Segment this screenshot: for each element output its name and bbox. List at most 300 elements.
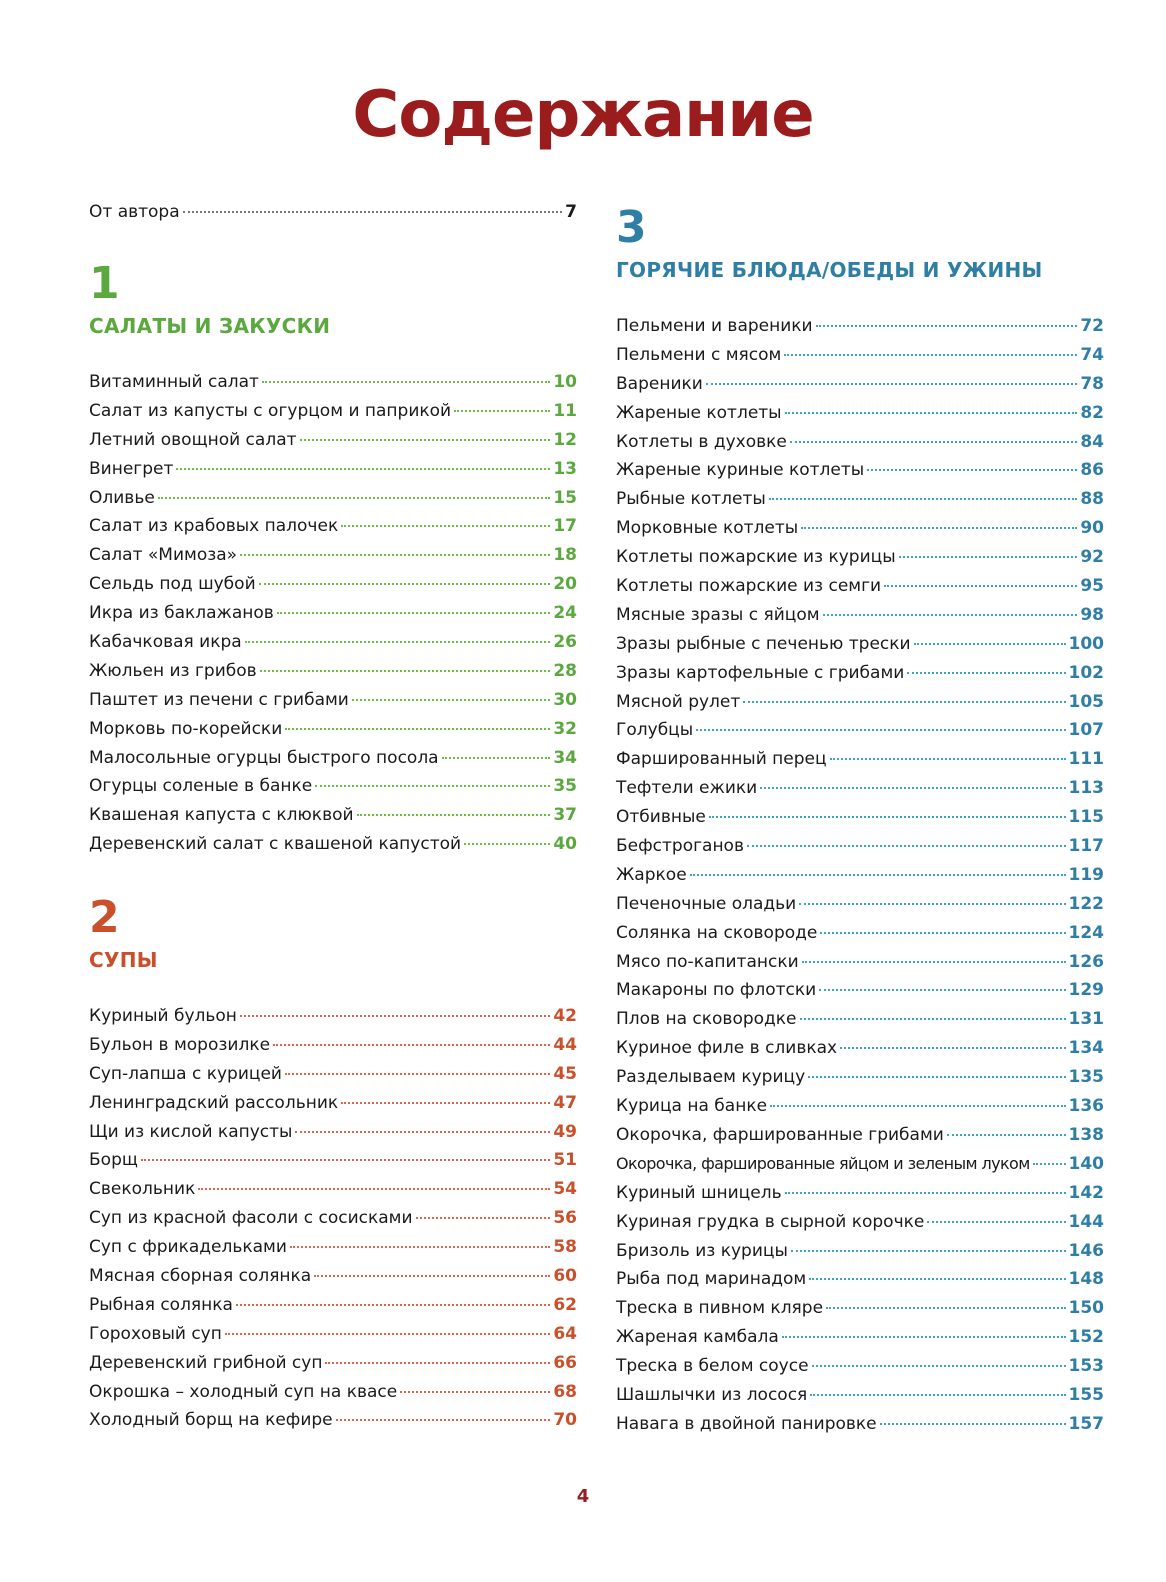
toc-entry-label: Салат из крабовых палочек [89,516,339,537]
toc-entry[interactable] [616,861,1104,890]
dot-leader [947,1133,1066,1136]
toc-entry-page: 144 [1068,1211,1104,1232]
toc-entry-label: Навага в двойной панировке [616,1413,877,1434]
toc-entry-label: Щи из кислой капусты [89,1121,293,1142]
toc-entry-label: Салат из капусты с огурцом и паприкой [89,400,452,421]
toc-entry[interactable] [89,1349,577,1378]
toc-entry-label: Деревенский салат с квашеной капустой [89,834,462,855]
toc-entry[interactable] [616,601,1104,630]
toc-entry-label: Рыбные котлеты [616,489,766,510]
toc-entry[interactable] [616,832,1104,861]
toc-entry-label: Мясная сборная солянка [89,1266,312,1287]
toc-entry-page: 78 [1080,373,1104,394]
section-number: 1 [89,258,120,309]
toc-entry[interactable] [616,514,1104,543]
dot-leader [341,524,550,527]
toc-entry-page: 155 [1068,1384,1104,1405]
toc-entry-label: Пельмени с мясом [616,344,782,365]
toc-entry[interactable] [616,1121,1104,1150]
toc-entry-page: 44 [553,1034,577,1055]
dot-leader [416,1216,551,1219]
toc-entry-page: 7 [565,202,577,222]
dot-leader [840,1046,1065,1049]
toc-entry[interactable] [89,1204,577,1233]
toc-entry-label: Курица на банке [616,1096,768,1117]
dot-leader [273,1043,550,1046]
toc-entry-page: 107 [1068,720,1104,741]
toc-entry-label: Малосольные огурцы быстрого посола [89,747,439,768]
dot-leader [352,698,550,701]
toc-entry-page: 92 [1080,547,1104,568]
dot-leader [809,1277,1065,1280]
toc-entry-label: Солянка на сковороде [616,922,818,943]
toc-entry-label: Летний овощной салат [89,429,297,450]
toc-entry-page: 134 [1068,1038,1104,1059]
toc-entry[interactable] [89,1002,577,1031]
toc-entry[interactable] [616,399,1104,428]
toc-entry-page: 70 [553,1410,577,1431]
toc-entry-label: Гороховый суп [89,1323,222,1344]
toc-entry-page: 122 [1068,893,1104,914]
toc-entry-label: Жюльен из грибов [89,660,257,681]
dot-leader [790,440,1077,443]
dot-leader [285,727,550,730]
toc-entry[interactable] [616,341,1104,370]
toc-entry[interactable] [616,1179,1104,1208]
dot-leader [336,1418,551,1421]
dot-leader [357,813,551,816]
toc-entry[interactable] [616,1323,1104,1352]
dot-leader [782,1335,1066,1338]
toc-entry[interactable] [89,1233,577,1262]
toc-entry-label: Суп из красной фасоли с сосисками [89,1208,413,1229]
toc-entry-label: Зразы рыбные с печенью трески [616,633,911,654]
toc-entry-page: 117 [1068,836,1104,857]
toc-entry[interactable] [89,1146,577,1175]
toc-entry[interactable] [616,1005,1104,1034]
dot-leader [907,671,1065,674]
toc-entry[interactable] [616,428,1104,457]
section-1 [89,258,577,859]
dot-leader [141,1158,550,1161]
toc-entry[interactable] [89,512,577,541]
toc-entry[interactable] [89,368,577,397]
section-number: 3 [616,202,647,253]
toc-entry-page: 90 [1080,518,1104,539]
toc-entry-label: Окорочка, фаршированные грибами [616,1124,944,1145]
toc-entry-intro[interactable] [89,198,577,227]
dot-leader [800,1017,1066,1020]
toc-entry-label: Пельмени и вареники [616,316,813,336]
toc-entry-label: Жареные котлеты [616,402,782,423]
toc-entry[interactable] [616,919,1104,948]
dot-leader [290,1245,550,1248]
dot-leader [464,842,550,845]
toc-entry-page: 129 [1068,980,1104,1001]
dot-leader [183,210,563,213]
toc-entry-page: 95 [1080,576,1104,597]
section-title: САЛАТЫ И ЗАКУСКИ [89,314,331,338]
dot-leader [400,1390,550,1393]
toc-entry-label: Тефтели ежики [616,778,758,799]
toc-entry-label: Котлеты пожарские из курицы [616,547,896,568]
toc-entry-page: 49 [553,1121,577,1142]
toc-entry[interactable] [89,715,577,744]
toc-entry-page: 47 [553,1092,577,1113]
toc-entry-page: 142 [1068,1182,1104,1203]
section-title: СУПЫ [89,948,158,972]
toc-entry-label: Оливье [89,487,155,508]
toc-entry-page: 17 [553,516,577,537]
dot-leader [791,1249,1066,1252]
toc-entry-label: Куриный бульон [89,1006,237,1026]
toc-entry[interactable] [89,1031,577,1060]
toc-entry-page: 126 [1068,951,1104,972]
dot-leader [747,844,1066,847]
toc-entry[interactable] [616,716,1104,745]
dot-leader [769,497,1078,500]
toc-entry[interactable] [616,1063,1104,1092]
toc-entry[interactable] [616,745,1104,774]
dot-leader [295,1130,550,1133]
section-1-list [89,368,577,859]
toc-entry[interactable] [616,688,1104,717]
dot-leader [325,1361,550,1364]
toc-entry[interactable] [89,744,577,773]
toc-entry-page: 26 [553,632,577,653]
toc-entry-page: 34 [553,747,577,768]
toc-entry-label: Треска в белом соусе [616,1356,809,1377]
toc-entry-label: Разделываем курицу [616,1067,806,1088]
toc-entry-label: Винегрет [89,458,174,479]
dot-leader [454,409,550,412]
toc-entry-page: 86 [1080,460,1104,481]
toc-entry-label: Жаркое [616,864,687,885]
toc-entry[interactable] [89,1118,577,1147]
toc-entry[interactable] [89,1060,577,1089]
toc-entry[interactable] [616,630,1104,659]
dot-leader [927,1220,1065,1223]
toc-entry[interactable] [616,1150,1104,1179]
toc-entry[interactable] [616,370,1104,399]
toc-entry-page: 66 [553,1352,577,1373]
toc-entry-label: Треска в пивном кляре [616,1298,824,1319]
toc-entry-page: 140 [1068,1153,1104,1174]
toc-entry-label: Отбивные [616,807,706,828]
dot-leader [285,1072,550,1075]
dot-leader [784,353,1077,356]
toc-entry[interactable] [89,1262,577,1291]
toc-entry[interactable] [89,1406,577,1435]
toc-entry-page: 64 [553,1323,577,1344]
dot-leader [262,380,550,383]
toc-entry-label: Куриная грудка в сырной корочке [616,1211,925,1232]
toc-entry-label: Куриный шницель [616,1182,782,1203]
toc-entry-label: Куриное филе в сливках [616,1038,838,1059]
toc-entry[interactable] [616,1381,1104,1410]
toc-entry-label: Деревенский грибной суп [89,1352,323,1373]
dot-leader [760,786,1065,789]
toc-entry-label: Котлеты пожарские из семги [616,576,882,597]
toc-entry-page: 72 [1080,316,1104,336]
toc-entry-label: Голубцы [616,720,694,741]
toc-entry-page: 42 [553,1006,577,1026]
toc-entry-page: 28 [553,660,577,681]
toc-entry-page: 146 [1068,1240,1104,1261]
dot-leader [176,467,550,470]
toc-entry-page: 100 [1068,633,1104,654]
toc-entry[interactable] [89,541,577,570]
dot-leader [260,669,551,672]
toc-entry-page: 62 [553,1294,577,1315]
toc-entry[interactable] [616,456,1104,485]
toc-entry-label: Жареные куриные котлеты [616,460,865,481]
toc-entry[interactable] [89,455,577,484]
dot-leader [880,1422,1066,1425]
toc-entry-label: Суп-лапша с курицей [89,1063,282,1084]
toc-entry-label: Бульон в морозилке [89,1034,271,1055]
toc-entry[interactable] [89,830,577,859]
toc-entry[interactable] [616,312,1104,341]
dot-leader [277,611,551,614]
dot-leader [802,960,1066,963]
toc-entry-label: Бризоль из курицы [616,1240,788,1261]
toc-entry-label: Вареники [616,373,703,394]
toc-entry-label: Холодный борщ на кефире [89,1410,333,1431]
toc-entry[interactable] [89,397,577,426]
toc-entry-page: 113 [1068,778,1104,799]
toc-entry-label: Печеночные оладьи [616,893,797,914]
toc-entry-label: Кабачковая икра [89,632,242,653]
dot-leader [240,553,550,556]
toc-entry[interactable] [89,657,577,686]
toc-entry-page: 153 [1068,1356,1104,1377]
toc-entry-page: 45 [553,1063,577,1084]
toc-entry[interactable] [616,803,1104,832]
toc-entry-page: 32 [553,718,577,739]
toc-entry-label: Шашлычки из лосося [616,1384,808,1405]
section-2 [89,892,577,1435]
toc-entry-page: 148 [1068,1269,1104,1290]
toc-entry-page: 138 [1068,1124,1104,1145]
toc-entry[interactable] [616,1294,1104,1323]
dot-leader [743,700,1065,703]
toc-entry[interactable] [616,1208,1104,1237]
section-3-list [616,312,1104,1439]
dot-leader [812,1364,1066,1367]
toc-entry[interactable] [89,484,577,513]
toc-entry-page: 35 [553,776,577,797]
toc-entry-page: 124 [1068,922,1104,943]
dot-leader [341,1101,550,1104]
dot-leader [300,438,551,441]
toc-entry[interactable] [616,976,1104,1005]
dot-leader [1033,1162,1066,1165]
toc-entry[interactable] [89,628,577,657]
toc-entry-page: 30 [553,689,577,710]
page-title: Содержание [352,78,814,152]
toc-entry[interactable] [89,570,577,599]
dot-leader [808,1075,1065,1078]
toc-entry-page: 131 [1068,1009,1104,1030]
toc-entry-label: Зразы картофельные с грибами [616,662,905,683]
dot-leader [819,988,1065,991]
toc-entry-page: 58 [553,1237,577,1258]
toc-entry[interactable] [616,543,1104,572]
section-2-list [89,1002,577,1435]
dot-leader [867,468,1077,471]
toc-entry[interactable] [616,1034,1104,1063]
dot-leader [770,1104,1065,1107]
toc-entry-page: 18 [553,545,577,566]
dot-leader [706,382,1078,385]
toc-left-column [89,198,577,227]
toc-entry-label: Рыбная солянка [89,1294,233,1315]
dot-leader [236,1303,550,1306]
section-number: 2 [89,892,120,943]
toc-entry-label: Квашеная капуста с клюквой [89,805,354,826]
toc-entry-label: Суп с фрикадельками [89,1237,287,1258]
toc-entry-page: 51 [553,1150,577,1171]
toc-entry[interactable] [616,1352,1104,1381]
toc-entry-label: Борщ [89,1150,138,1171]
toc-entry-page: 60 [553,1266,577,1287]
toc-entry-page: 152 [1068,1327,1104,1348]
section-3 [616,202,1104,1439]
toc-entry[interactable] [89,686,577,715]
toc-entry-page: 105 [1068,691,1104,712]
toc-entry-page: 11 [553,400,577,421]
toc-entry-page: 15 [553,487,577,508]
toc-entry-page: 40 [553,834,577,855]
toc-entry-label: Макароны по флотски [616,980,817,1001]
toc-entry-page: 24 [553,603,577,624]
toc-entry[interactable] [89,772,577,801]
dot-leader [816,324,1078,327]
toc-entry[interactable] [616,774,1104,803]
toc-entry[interactable] [616,485,1104,514]
toc-entry-page: 56 [553,1208,577,1229]
toc-entry-page: 12 [553,429,577,450]
dot-leader [830,757,1066,760]
toc-entry-page: 150 [1068,1298,1104,1319]
dot-leader [801,526,1077,529]
dot-leader [826,1306,1065,1309]
toc-entry-page: 10 [553,372,577,392]
dot-leader [158,496,551,499]
toc-entry-label: Бефстроганов [616,836,744,857]
toc-entry[interactable] [89,426,577,455]
dot-leader [899,555,1078,558]
toc-entry-label: Салат «Мимоза» [89,545,238,566]
toc-entry[interactable] [89,801,577,830]
toc-entry-label: Жареная камбала [616,1327,779,1348]
toc-entry[interactable] [616,890,1104,919]
dot-leader [442,756,551,759]
toc-entry-page: 37 [553,805,577,826]
toc-entry-page: 74 [1080,344,1104,365]
toc-entry[interactable] [616,1265,1104,1294]
dot-leader [799,902,1065,905]
toc-entry-label: Икра из баклажанов [89,603,274,624]
toc-entry[interactable] [89,599,577,628]
toc-entry-label: Витаминный салат [89,372,259,392]
toc-entry-label: Фаршированный перец [616,749,827,770]
dot-leader [225,1332,550,1335]
toc-entry[interactable] [616,659,1104,688]
toc-entry[interactable] [616,1237,1104,1266]
toc-entry[interactable] [89,1291,577,1320]
toc-entry-label: Мясо по-капитански [616,951,799,972]
toc-entry-label: Котлеты в духовке [616,431,787,452]
toc-entry[interactable] [89,1175,577,1204]
toc-entry-page: 157 [1068,1413,1104,1434]
dot-leader [785,1191,1066,1194]
page-number: 4 [576,1486,590,1507]
dot-leader [810,1393,1065,1396]
toc-entry-label: Морковные котлеты [616,518,799,539]
dot-leader [690,873,1066,876]
dot-leader [198,1187,550,1190]
toc-entry[interactable] [616,1410,1104,1439]
toc-entry-page: 115 [1068,807,1104,828]
toc-entry-page: 54 [553,1179,577,1200]
section-title: ГОРЯЧИЕ БЛЮДА/ОБЕДЫ И УЖИНЫ [616,258,1043,282]
dot-leader [245,640,551,643]
toc-entry-label: Окорочка, фаршированные яйцом и зеленым луком [616,1153,1030,1173]
dot-leader [314,1274,550,1277]
toc-entry-label: Плов на сковородке [616,1009,797,1030]
toc-entry-page: 98 [1080,604,1104,625]
toc-entry-label: Свекольник [89,1179,196,1200]
toc-entry-label: Мясной рулет [616,691,741,712]
toc-entry[interactable] [616,572,1104,601]
toc-entry-page: 136 [1068,1096,1104,1117]
toc-entry-page: 111 [1068,749,1104,770]
toc-entry-label: Рыба под маринадом [616,1269,807,1290]
toc-entry-page: 102 [1068,662,1104,683]
toc-entry-page: 82 [1080,402,1104,423]
toc-entry-page: 68 [553,1381,577,1402]
toc-entry-label: Огурцы соленые в банке [89,776,313,797]
toc-entry-label: От автора [89,202,180,222]
toc-entry[interactable] [616,1092,1104,1121]
toc-entry-page: 20 [553,574,577,595]
toc-entry-label: Морковь по-корейски [89,718,283,739]
toc-entry[interactable] [89,1320,577,1349]
toc-entry-label: Паштет из печени с грибами [89,689,349,710]
dot-leader [709,815,1066,818]
toc-entry-label: Сельдь под шубой [89,574,256,595]
toc-entry-label: Ленинградский рассольник [89,1092,339,1113]
dot-leader [785,411,1078,414]
dot-leader [240,1014,550,1017]
toc-entry-page: 13 [553,458,577,479]
dot-leader [914,642,1066,645]
dot-leader [820,931,1065,934]
dot-leader [259,582,551,585]
toc-entry-page: 88 [1080,489,1104,510]
toc-entry-label: Мясные зразы с яйцом [616,604,820,625]
toc-entry[interactable] [89,1089,577,1118]
toc-entry-page: 135 [1068,1067,1104,1088]
toc-entry-label: Окрошка – холодный суп на квасе [89,1381,398,1402]
toc-entry[interactable] [89,1378,577,1407]
toc-entry-page: 84 [1080,431,1104,452]
dot-leader [696,728,1065,731]
dot-leader [315,784,550,787]
toc-entry[interactable] [616,948,1104,977]
